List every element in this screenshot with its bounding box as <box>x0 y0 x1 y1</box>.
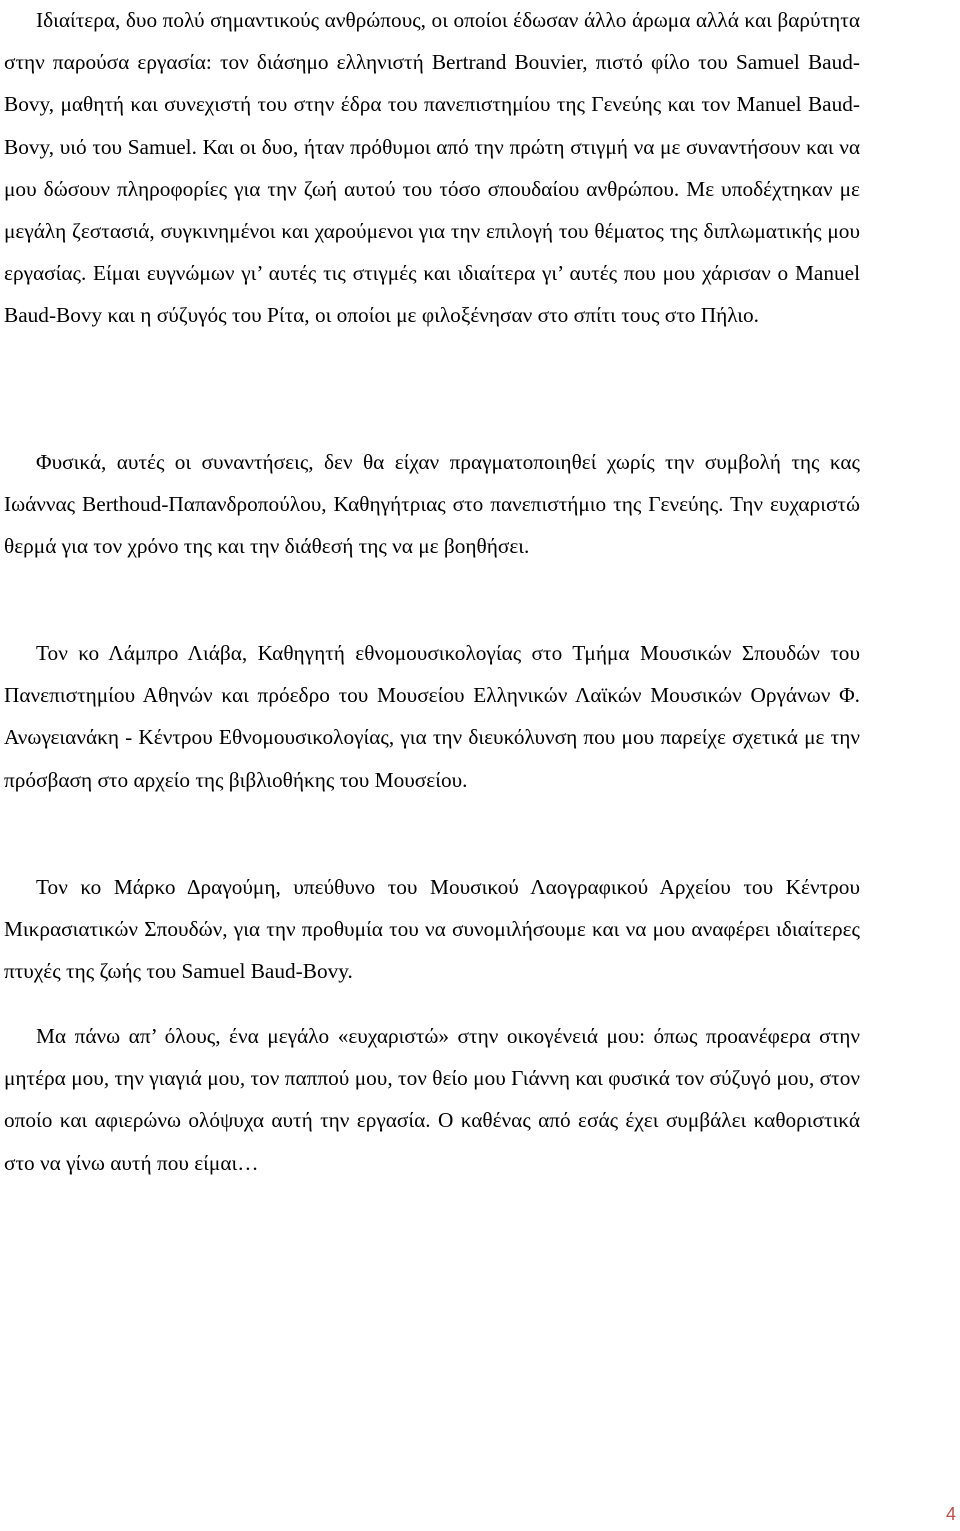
paragraph-acknowledgement-dragoumis: Τον κο Μάρκο Δραγούμη, υπεύθυνο του Μουσικού Λαογραφικού Αρχείου του Κέντρου Μικρασιατικών Σπουδών, για την προθυμία του να συνομιλήσουμε και να μου αναφέρει ιδιαίτερες πτυχές της ζωής του Samuel Baud-Bovy. <box>4 875 860 984</box>
paragraph-acknowledgement-berthoud: Φυσικά, αυτές οι συναντήσεις, δεν θα είχαν πραγματοποιηθεί χωρίς την συμβολή της κας Ιωάννας Berthoud-Παπανδροπούλου, Καθηγήτριας στο πανεπιστήμιο της Γενεύης. Την ευχαριστώ θερμά για τον χρόνο της και την διάθεσή της να με βοηθήσει. <box>4 450 860 559</box>
paragraph-acknowledgement-liavas: Τον κο Λάμπρο Λιάβα, Καθηγητή εθνομουσικολογίας στο Τμήμα Μουσικών Σπουδών του Πανεπιστημίου Αθηνών και πρόεδρο του Μουσείου Ελληνικών Λαϊκών Μουσικών Οργάνων Φ. Ανωγειανάκη - Κέντρου Εθνομουσικολογίας, για την διευκόλυνση που μου παρείχε σχετικά με την πρόσβαση στο αρχείο της βιβλιοθήκης του Μουσείου. <box>4 641 860 792</box>
paragraph-acknowledgement-family: Μα πάνω απ’ όλους, ένα μεγάλο «ευχαριστώ» στην οικογένειά μου: όπως προανέφερα στην μητέρα μου, την γιαγιά μου, τον παππού μου, τον θείο μου Γιάννη και φυσικά τον σύζυγό μου, στον οποίο και αφιερώνω ολόψυχα αυτή την εργασία. Ο καθένας από εσάς έχει συμβάλει καθοριστικά στο να γίνω αυτή που είμαι… <box>4 1024 860 1175</box>
page-number: 4 <box>945 1504 956 1524</box>
paragraph-acknowledgement-bouvier: Ιδιαίτερα, δυο πολύ σημαντικούς ανθρώπους, οι οποίοι έδωσαν άλλο άρωμα αλλά και βαρύτητα στην παρούσα εργασία: τον διάσημο ελληνιστή Bertrand Bouvier, πιστό φίλο του Samuel Baud-Bovy, μαθητή και συνεχιστή του στην έδρα του πανεπιστημίου της Γενεύης και τον Manuel Baud-Bovy, υιό του Samuel. Και οι δυο, ήταν πρόθυμοι από την πρώτη στιγμή να με συναντήσουν και να μου δώσουν πληροφορίες για την ζωή αυτού του τόσο σπουδαίου ανθρώπου. Με υποδέχτηκαν με μεγάλη ζεστασιά, συγκινημένοι και χαρούμενοι για την επιλογή του θέματος της διπλωματικής μου εργασίας. Είμαι ευγνώμων γι’ αυτές τις στιγμές και ιδιαίτερα γι’ αυτές που μου χάρισαν ο Manuel Baud-Bovy και η σύζυγός του Ρίτα, οι οποίοι με φιλοξένησαν στο σπίτι τους στο Πήλιο. <box>4 8 860 328</box>
